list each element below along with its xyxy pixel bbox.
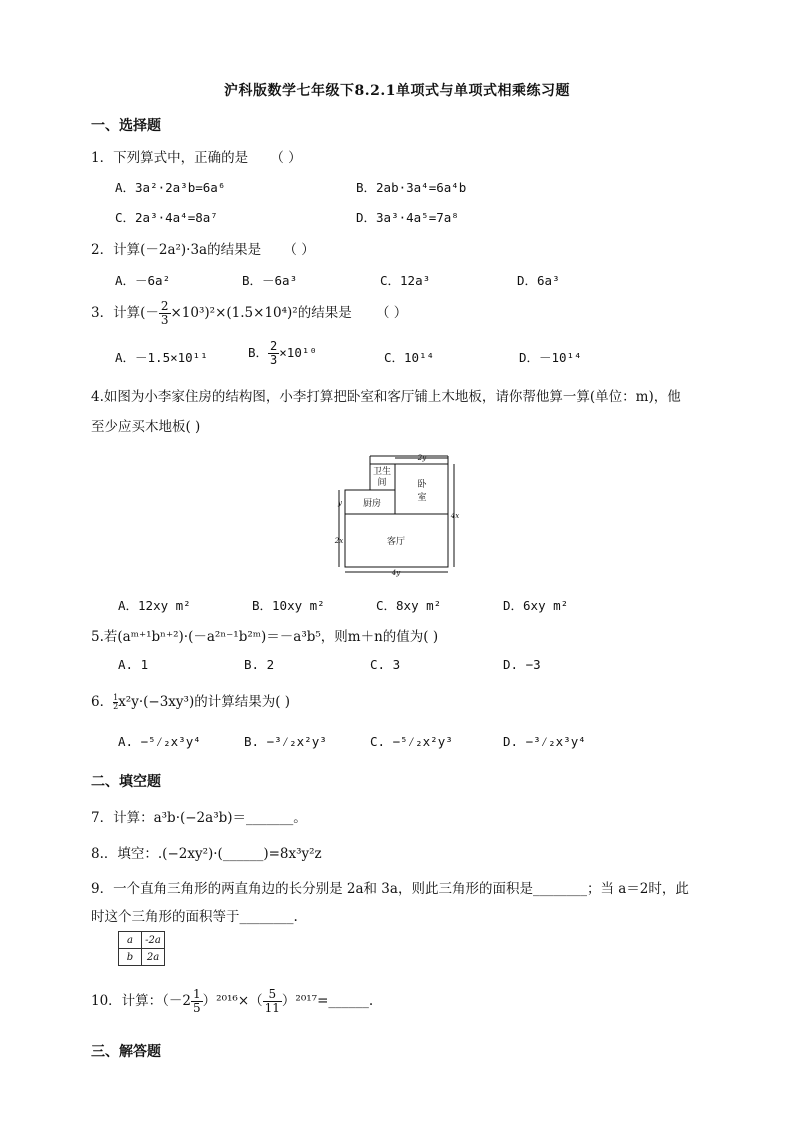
q1-stem [91,146,302,166]
q3-fraction [159,300,171,327]
q3-option-a[interactable]: A．－1.5×10¹¹ [115,350,208,365]
q10-frac2-num: 5 [263,988,282,1002]
q7-stem: 7．计算：a³b·(−2a³b)＝_______。 [91,810,307,826]
dim-left-y: y [338,499,342,507]
q2-option-a[interactable]: A．－6a² [115,273,171,288]
q6-text: x²y·(−3xy³)的计算结果为( ) [118,694,291,710]
q6-option-c[interactable]: C. −⁵⁄₂x²y³ [370,734,453,749]
q1-option-b[interactable]: B．2ab·3a⁴=6a⁴b [356,180,467,195]
q3-option-b-label: B． [248,345,269,360]
q5-option-d[interactable]: D. −3 [503,657,541,672]
q3-option-c[interactable]: C．10¹⁴ [384,350,435,365]
q10-fraction-2 [263,988,282,1015]
q6-stem [91,690,290,711]
q6-half-fraction: $\frac{1}{2}$ [113,693,119,711]
dim-bottom-4y: 4y [391,569,401,577]
q2-option-c[interactable]: C．12a³ [380,273,431,288]
q1-paren: （ ） [270,150,302,166]
q1-option-c[interactable]: C．2a³·4a⁴=8a⁷ [115,210,218,225]
q5-option-c[interactable]: C. 3 [370,657,401,672]
mini-table [118,931,165,966]
q3-frac-den: 3 [160,313,169,327]
q4-option-a[interactable]: A．12xy m² [118,598,191,613]
dim-left-2x: 2x [334,537,344,545]
q2-option-b[interactable]: B．－6a³ [242,273,298,288]
bathroom-label-2: 间 [377,478,387,488]
q2-paren: （ ） [283,242,315,258]
q10-text-post: ）²⁰¹⁷=______. [281,993,374,1009]
dim-top-2y: 2y [417,454,427,462]
kitchen-label: 厨房 [362,499,382,509]
mini-table-row [119,932,165,949]
q3-paren: （ ） [376,305,408,321]
q3-stem [91,300,407,327]
q3-option-d[interactable]: D．－10¹⁴ [519,350,582,365]
q3-option-b[interactable] [248,340,317,367]
section-fill: 二、填空题 [91,774,161,790]
q4-option-d[interactable]: D．6xy m² [503,598,569,613]
q4-line2: 至少应买木地板( ) [91,419,201,435]
q2-text: 2．计算(－2a²)·3a的结果是 [91,242,262,258]
dim-right-4x: 4x [450,512,460,520]
mini-cell: a [119,932,142,949]
q6-option-a[interactable]: A. −⁵⁄₂x³y⁴ [118,734,201,749]
bedroom-label-1: 卧 [417,480,427,490]
q10-stem [91,988,373,1015]
q6-option-d[interactable]: D. −³⁄₂x³y⁴ [503,734,586,749]
page-title: 沪科版数学七年级下8.2.1单项式与单项式相乘练习题 [224,83,570,99]
q2-stem [91,238,315,258]
bathroom-label-1: 卫生 [372,467,392,477]
q10-text-mid: ）²⁰¹⁶×（ [202,993,263,1009]
q5-option-b[interactable]: B. 2 [244,657,275,672]
q2-option-d[interactable]: D．6a³ [517,273,560,288]
q4-option-b[interactable]: B．10xy m² [252,598,325,613]
q10-text-pre: 10．计算：（－2 [91,993,192,1009]
mini-cell: 2a [142,949,165,966]
section-answer: 三、解答题 [91,1044,161,1060]
mini-table-row [119,949,165,966]
q8-stem: 8.．填空：.(−2xy²)·(______)=8x³y²z [91,846,322,862]
q1-option-a[interactable]: A．3a²·2a³b=6a⁶ [115,180,226,195]
section-choice: 一、选择题 [91,118,161,134]
living-room-label: 客厅 [386,537,406,547]
mini-cell: -2a [142,932,165,949]
q3-frac-num: 2 [160,299,169,313]
q10-frac1-den: 5 [193,1001,201,1015]
floor-plan-figure [330,450,465,578]
q3-text-pre: 3．计算(－ [91,305,159,321]
q1-text: 1．下列算式中，正确的是 [91,150,249,166]
q4-line1: 4.如图为小李家住房的结构图，小李打算把卧室和客厅铺上木地板，请你帮他算一算(单位：m)，他 [91,389,681,405]
q3-option-b-post: ×10¹⁰ [279,345,317,360]
q10-fraction-1 [191,988,203,1015]
q9-line2: 时这个三角形的面积等于________. [91,909,298,925]
q3-text-post: ×10³)²×(1.5×10⁴)²的结果是 [170,305,352,321]
q5-stem: 5.若(aᵐ⁺¹bⁿ⁺²)·(－a²ⁿ⁻¹b²ᵐ)＝－a³b⁵，则m＋n的值为( ) [91,629,439,645]
q6-option-b[interactable]: B. −³⁄₂x²y³ [244,734,327,749]
q5-option-a[interactable]: A. 1 [118,657,149,672]
q6-number: 6． [91,694,114,710]
q10-frac1-num: 1 [193,987,201,1001]
q1-option-d[interactable]: D．3a³·4a⁵=7a⁸ [356,210,459,225]
q3-b-den: 3 [270,353,278,367]
bedroom-label-2: 室 [417,493,427,503]
mini-cell: b [119,949,142,966]
q3-option-b-fraction [268,340,279,367]
q3-b-num: 2 [270,339,278,353]
q9-line1: 9．一个直角三角形的两直角边的长分别是 2a和 3a，则此三角形的面积是________；当 a＝2时，此 [91,881,689,897]
q10-frac2-den: 11 [264,1001,280,1015]
q4-option-c[interactable]: C．8xy m² [376,598,442,613]
